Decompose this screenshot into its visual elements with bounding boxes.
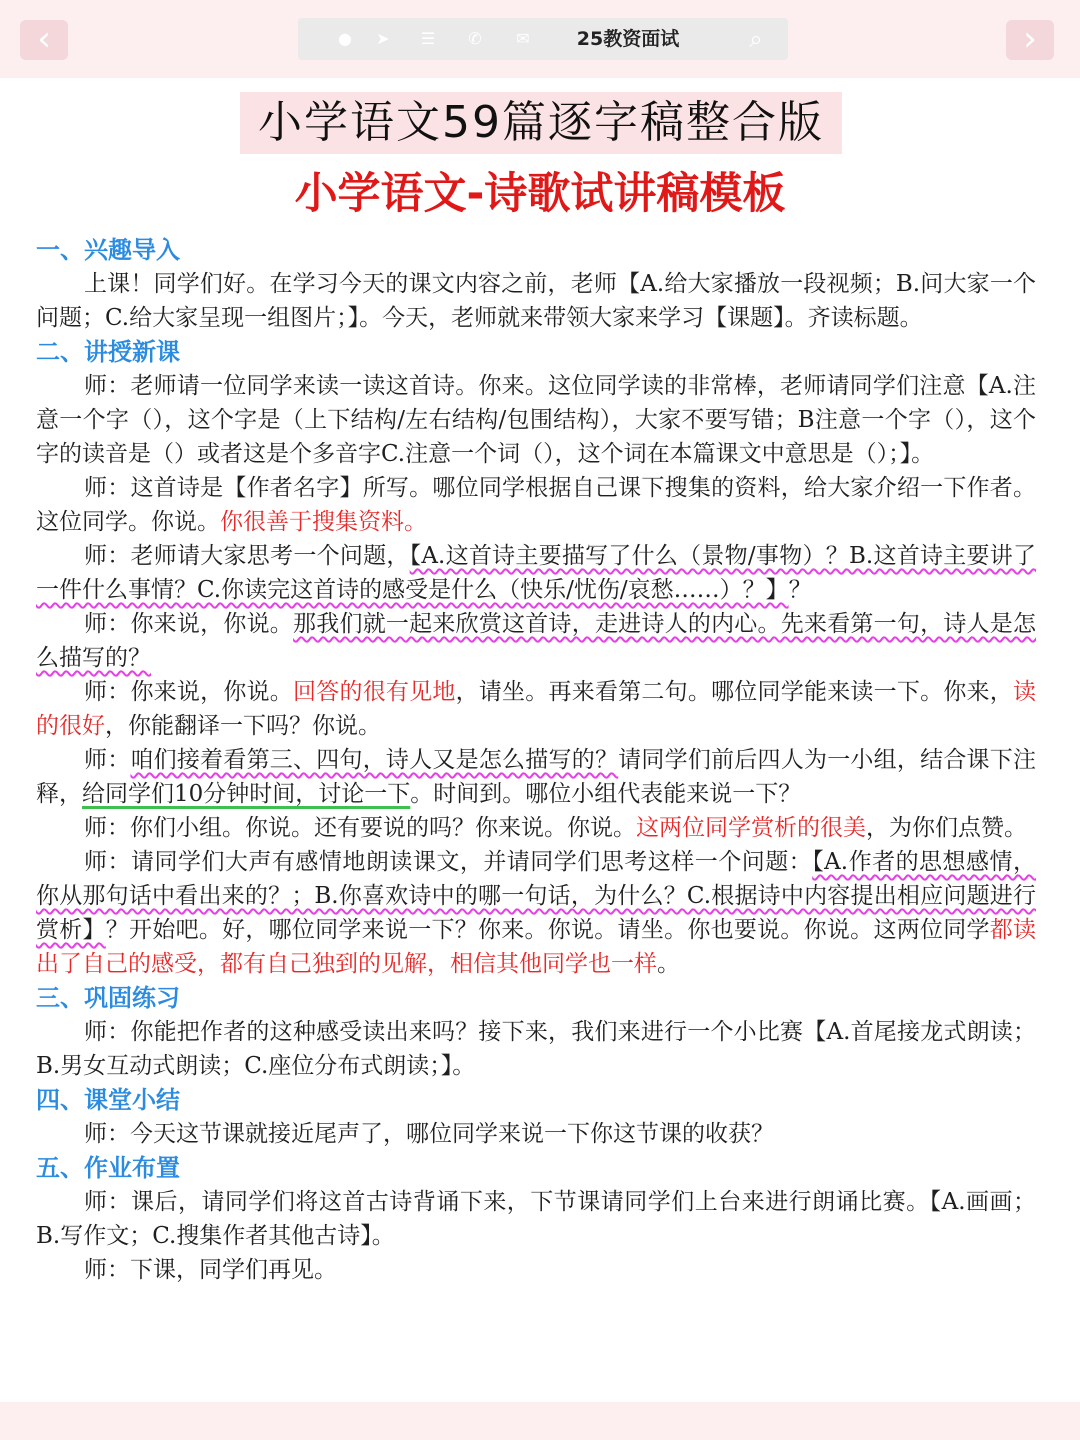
paragraph bbox=[36, 811, 1036, 845]
chat-icon[interactable]: ● bbox=[338, 29, 352, 48]
wavy-annotation: 咱们接着看第三、四句，诗人又是怎么描写的？ bbox=[130, 747, 619, 773]
section-heading: 五、作业布置 bbox=[36, 1154, 180, 1182]
chevron-right-icon: › bbox=[1023, 19, 1037, 59]
text-run: ？开始吧。好，哪位同学来说一下？你来。你说。请坐。你也要说。你说。这两位同学 bbox=[105, 917, 990, 943]
document-title: 25教资面试 bbox=[576, 28, 680, 50]
red-highlight: 读的很好 bbox=[36, 679, 1037, 739]
red-highlight: 这两位同学赏析的很美 bbox=[636, 815, 866, 841]
paragraph bbox=[36, 539, 1036, 607]
section-heading: 二、讲授新课 bbox=[36, 338, 180, 366]
paragraph: 师：课后，请同学们将这首古诗背诵下来，下节课请同学们上台来进行朗诵比赛。【A.画画；B.写作文；C.搜集作者其他古诗】。 bbox=[36, 1189, 1036, 1249]
green-underline: 给同学们10分钟时间，讨论一下 bbox=[82, 781, 411, 807]
text-run: ，为你们点赞。 bbox=[866, 815, 1027, 841]
phone-icon[interactable]: ✆ bbox=[468, 29, 482, 48]
text-run: 师：请同学们大声有感情地朗读课文，并请同学们思考这样一个问题： bbox=[84, 849, 813, 875]
page-subtitle: 小学语文-诗歌试讲稿模板 bbox=[294, 169, 786, 219]
red-highlight: 回答的很有见地 bbox=[293, 679, 456, 705]
paragraph: 师：今天这节课就接近尾声了，哪位同学来说一下你这节课的收获？ bbox=[84, 1121, 774, 1147]
paragraph bbox=[36, 607, 1036, 675]
paragraph: 师：你能把作者的这种感受读出来吗？接下来，我们来进行一个小比赛【A.首尾接龙式朗读；B.男女互动式朗读；C.座位分布式朗读；】。 bbox=[36, 1019, 1036, 1079]
wavy-annotation: 【A.这首诗主要描写了什么（景物/事物）？B.这首诗主要讲了一件什么事情？C.你读完这首诗的感受是什么（快乐/忧伤/哀愁……）？】 bbox=[36, 543, 1036, 603]
paragraph bbox=[36, 743, 1036, 811]
text-run: 师：老师请大家思考一个问题， bbox=[84, 543, 410, 569]
paragraph bbox=[36, 471, 1036, 539]
document-body bbox=[36, 233, 1036, 1287]
next-page-button[interactable] bbox=[1006, 20, 1054, 60]
text-run: 师： bbox=[84, 747, 131, 773]
text-run: 。时间到。哪位小组代表能来说一下？ bbox=[410, 781, 802, 807]
banner-title: 小学语文59篇逐字稿整合版 bbox=[240, 92, 842, 154]
menu-icon[interactable]: ☰ bbox=[420, 29, 436, 48]
paragraph: 师：下课，同学们再见。 bbox=[84, 1257, 337, 1283]
chevron-left-icon: ‹ bbox=[37, 19, 51, 59]
text-run: 师：你来说，你说。 bbox=[84, 611, 294, 637]
text-run: 请同学们前后四人为一小组，结合课下注释， bbox=[36, 747, 1037, 807]
bottom-bar bbox=[0, 1402, 1080, 1440]
section-heading: 一、兴趣导入 bbox=[36, 236, 180, 264]
text-run: ，你能翻译一下吗？你说。 bbox=[105, 713, 381, 739]
mail-icon[interactable]: ✉ bbox=[516, 29, 530, 48]
text-run: 师：你们小组。你说。还有要说的吗？你来说。你说。 bbox=[84, 815, 636, 841]
text-run: ？ bbox=[788, 577, 812, 603]
wavy-annotation: 那我们就一起来欣赏这首诗，走进诗人的内心。先来看第一句，诗人是怎么描写的？ bbox=[36, 611, 1037, 671]
text-run: ，请坐。再来看第二句。哪位同学能来读一下。你来， bbox=[455, 679, 1014, 705]
text-run: 。 bbox=[657, 951, 680, 977]
red-highlight: 你很善于搜集资料。 bbox=[220, 509, 427, 535]
viewer-toolbar bbox=[298, 18, 788, 60]
prev-page-button[interactable] bbox=[20, 20, 68, 60]
paragraph bbox=[36, 675, 1036, 743]
text-run: 师：这首诗是【作者名字】所写。哪位同学根据自己课下搜集的资料，给大家介绍一下作者。这位同学。你说。 bbox=[36, 475, 1036, 535]
red-highlight: 都读出了自己的感受，都有自己独到的见解，相信其他同学也一样 bbox=[36, 917, 1037, 977]
paragraph: 上课！同学们好。在学习今天的课文内容之前，老师【A.给大家播放一段视频；B.问大家一个问题；C.给大家呈现一组图片；】。今天，老师就来带领大家来学习【课题】。齐读标题。 bbox=[36, 271, 1036, 331]
section-heading: 三、巩固练习 bbox=[36, 984, 180, 1012]
share-icon[interactable]: ➤ bbox=[376, 29, 390, 48]
search-icon[interactable]: ⌕ bbox=[749, 25, 763, 53]
paragraph: 师：老师请一位同学来读一读这首诗。你来。这位同学读的非常棒，老师请同学们注意【A.注意一个字（），这个字是（上下结构/左右结构/包围结构），大家不要写错；B注意一个字（），这个字的读音是（）或者这是个多音字C.注意一个词（），这个词在本篇课文中意思是（）；】。 bbox=[36, 373, 1036, 467]
text-run: 师：你来说，你说。 bbox=[84, 679, 294, 705]
paragraph bbox=[36, 845, 1036, 981]
wavy-annotation: 【A.作者的思想感情，你从那句话中看出来的？；B.你喜欢诗中的哪一句话，为什么？C.根据诗中内容提出相应问题进行赏析】 bbox=[36, 849, 1037, 943]
section-heading: 四、课堂小结 bbox=[36, 1086, 180, 1114]
